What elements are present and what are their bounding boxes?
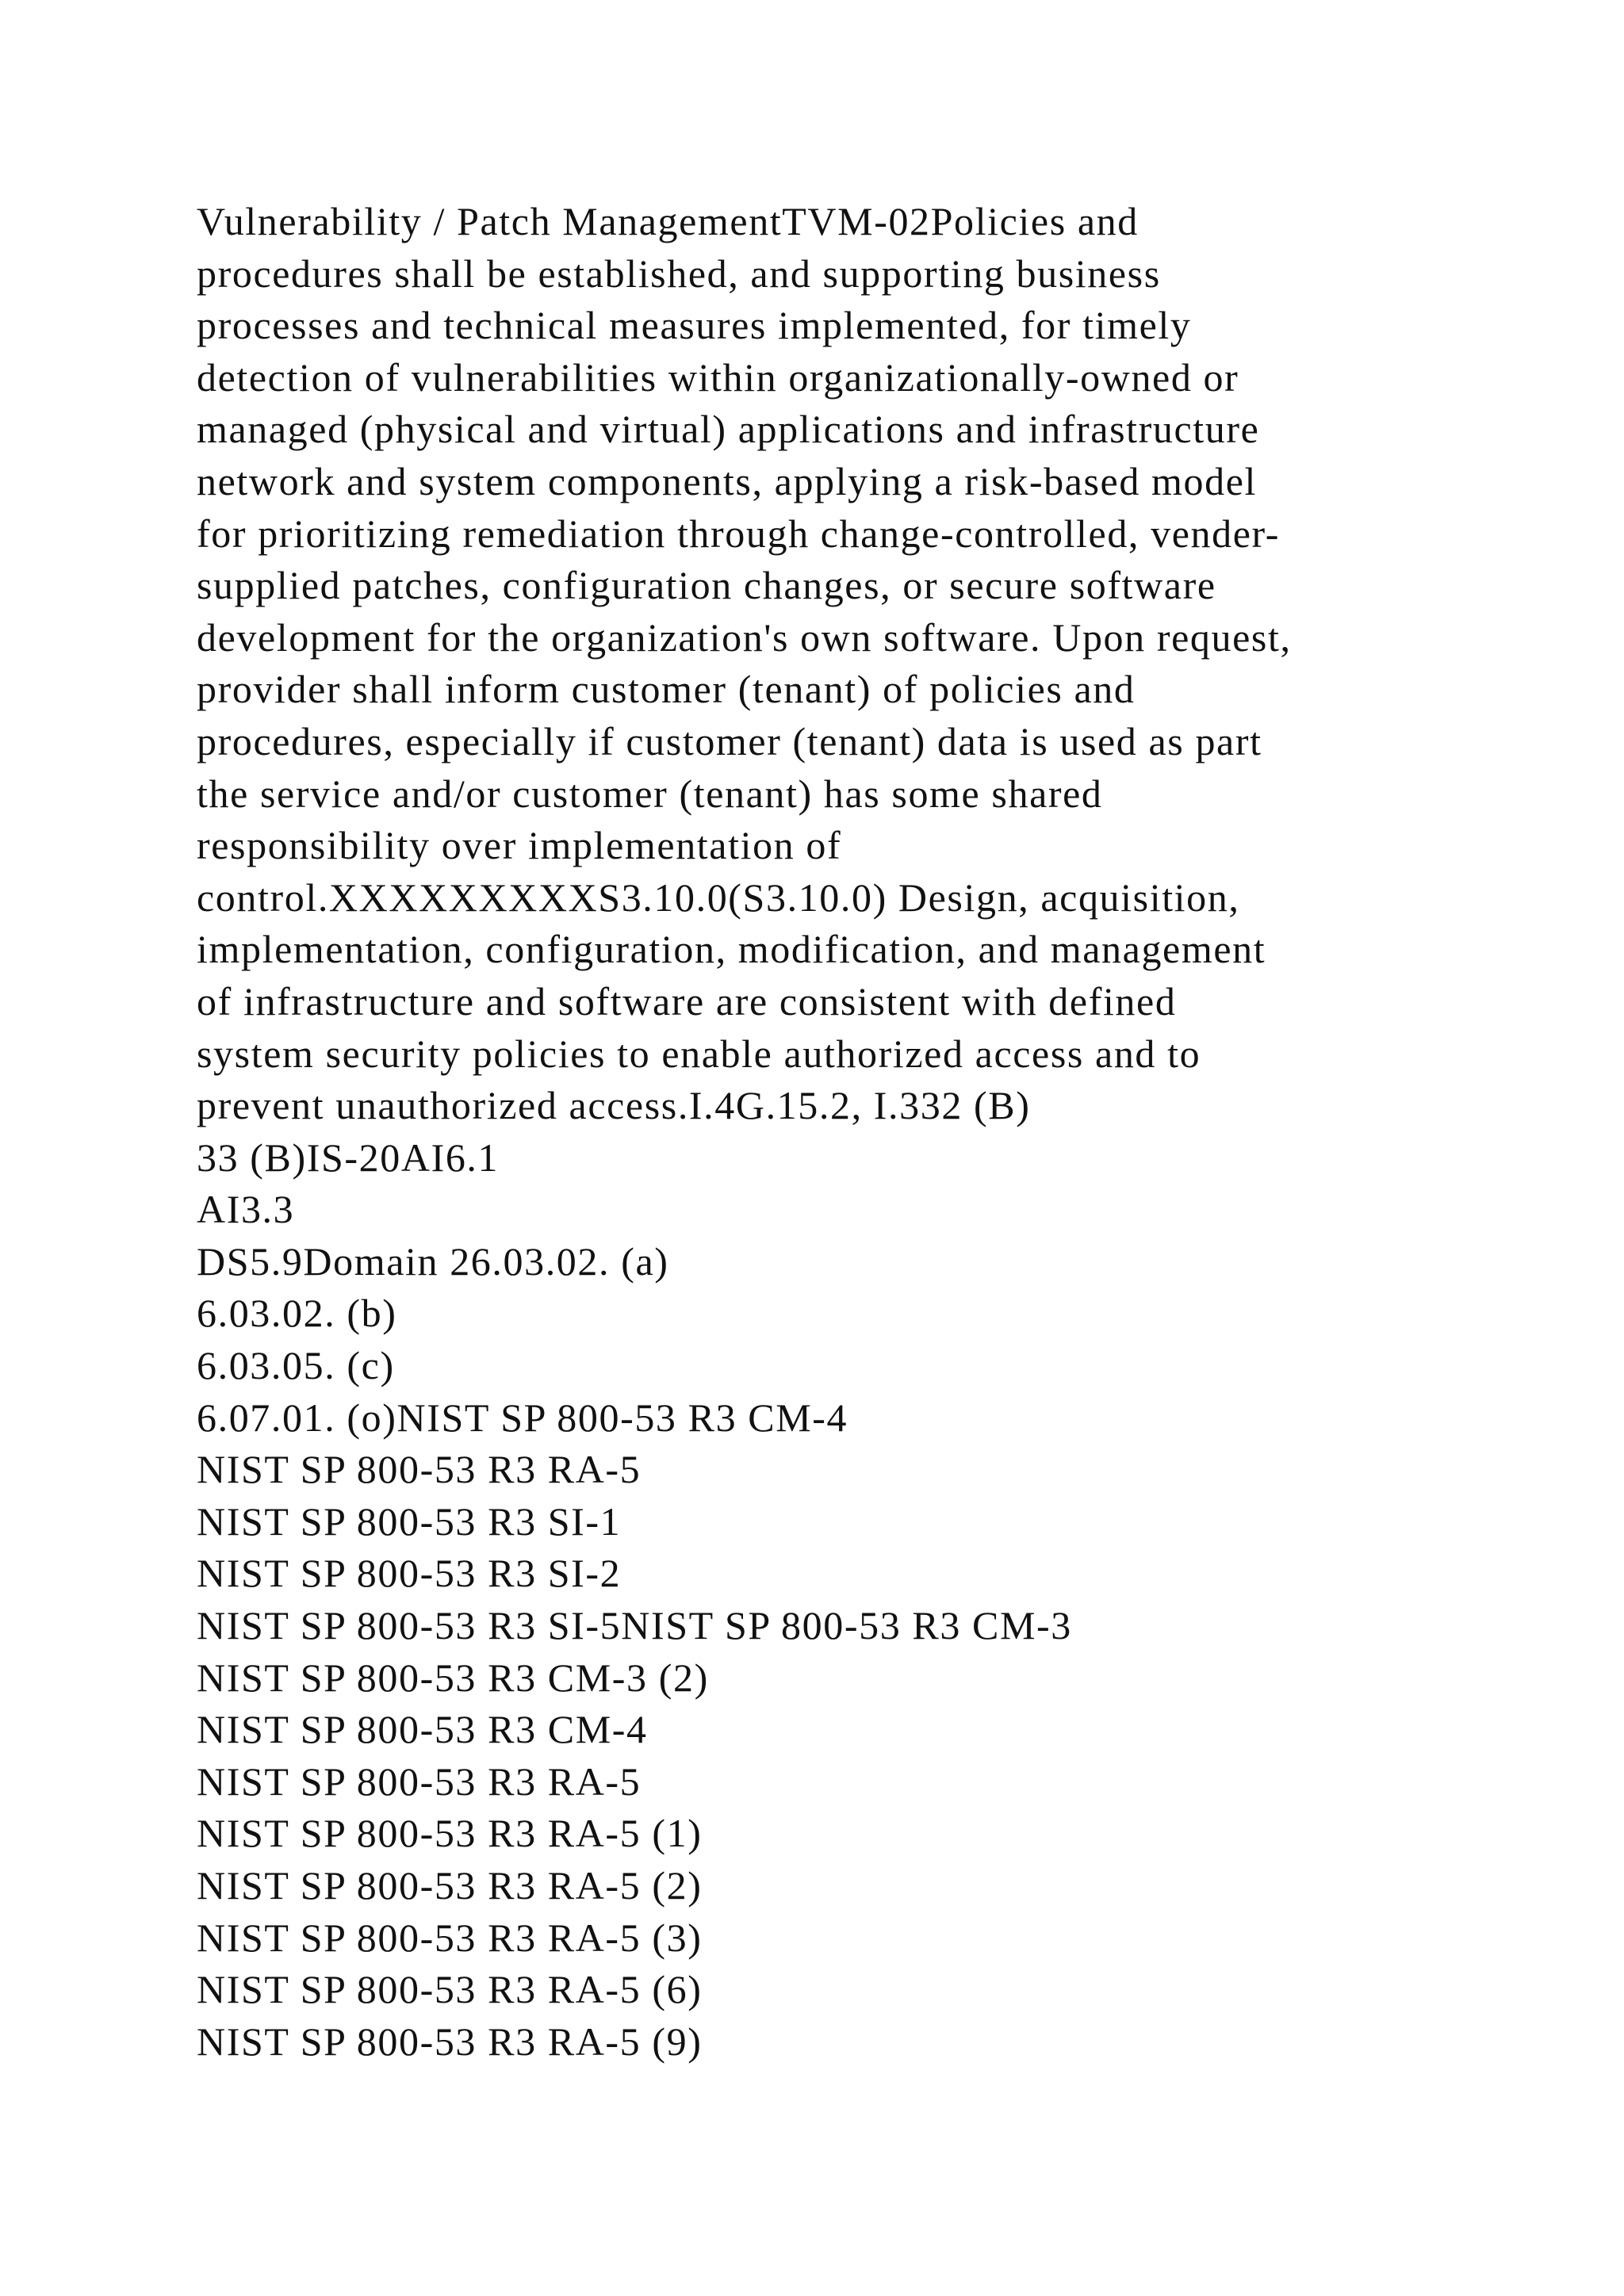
text-line: processes and technical measures implemented, for timely bbox=[197, 303, 1192, 348]
text-line: implementation, configuration, modification, and management bbox=[197, 927, 1266, 972]
text-line: network and system components, applying a risk-based model bbox=[197, 458, 1257, 503]
text-line: NIST SP 800-53 R3 CM-4 bbox=[197, 1707, 648, 1752]
text-line: NIST SP 800-53 R3 RA-5 (2) bbox=[197, 1863, 703, 1908]
text-line: the service and/or customer (tenant) has some shared bbox=[197, 771, 1103, 816]
text-line: Vulnerability / Patch ManagementTVM-02Policies and bbox=[197, 199, 1139, 243]
text-line: detection of vulnerabilities within organizationally-owned or bbox=[197, 354, 1239, 400]
text-line: NIST SP 800-53 R3 RA-5 bbox=[197, 1758, 642, 1804]
text-line: system security policies to enable authorized access and to bbox=[197, 1031, 1201, 1076]
text-line: managed (physical and virtual) applications and infrastructure bbox=[197, 407, 1260, 452]
text-line: procedures shall be established, and supporting business bbox=[197, 251, 1161, 296]
text-line: NIST SP 800-53 R3 RA-5 (9) bbox=[197, 2019, 703, 2064]
text-line: NIST SP 800-53 R3 SI-5NIST SP 800-53 R3 CM-3 bbox=[197, 1603, 1072, 1648]
text-line: NIST SP 800-53 R3 RA-5 (3) bbox=[197, 1915, 703, 1960]
text-line: NIST SP 800-53 R3 SI-1 bbox=[197, 1498, 622, 1544]
text-line: control.XXXXXXXXXS3.10.0(S3.10.0) Design, acquisition, bbox=[197, 874, 1240, 920]
text-line: responsibility over implementation of bbox=[197, 823, 842, 868]
text-line: 6.07.01. (o)NIST SP 800-53 R3 CM-4 bbox=[197, 1395, 848, 1440]
text-line: 6.03.05. (c) bbox=[197, 1343, 395, 1388]
text-line: for prioritizing remediation through change-controlled, vender- bbox=[197, 511, 1281, 556]
text-line: AI3.3 bbox=[197, 1187, 295, 1232]
text-line: procedures, especially if customer (tenant) data is used as part bbox=[197, 718, 1262, 763]
text-line: NIST SP 800-53 R3 RA-5 (1) bbox=[197, 1811, 703, 1856]
document-body-text bbox=[197, 196, 1481, 2068]
text-line: provider shall inform customer (tenant) of policies and bbox=[197, 667, 1136, 712]
text-line: DS5.9Domain 26.03.02. (a) bbox=[197, 1238, 669, 1284]
text-line: supplied patches, configuration changes, or secure software bbox=[197, 563, 1216, 608]
text-line: 6.03.02. (b) bbox=[197, 1291, 397, 1336]
text-line: NIST SP 800-53 R3 CM-3 (2) bbox=[197, 1655, 709, 1700]
text-line: of infrastructure and software are consistent with defined bbox=[197, 978, 1177, 1024]
text-line: NIST SP 800-53 R3 RA-5 (6) bbox=[197, 1967, 703, 2012]
text-line: development for the organization's own software. Upon request, bbox=[197, 614, 1292, 660]
text-line: NIST SP 800-53 R3 RA-5 bbox=[197, 1447, 642, 1492]
text-line: 33 (B)IS-20AI6.1 bbox=[197, 1135, 500, 1180]
text-line: prevent unauthorized access.I.4G.15.2, I.332 (B) bbox=[197, 1083, 1031, 1128]
text-line: NIST SP 800-53 R3 SI-2 bbox=[197, 1551, 622, 1596]
